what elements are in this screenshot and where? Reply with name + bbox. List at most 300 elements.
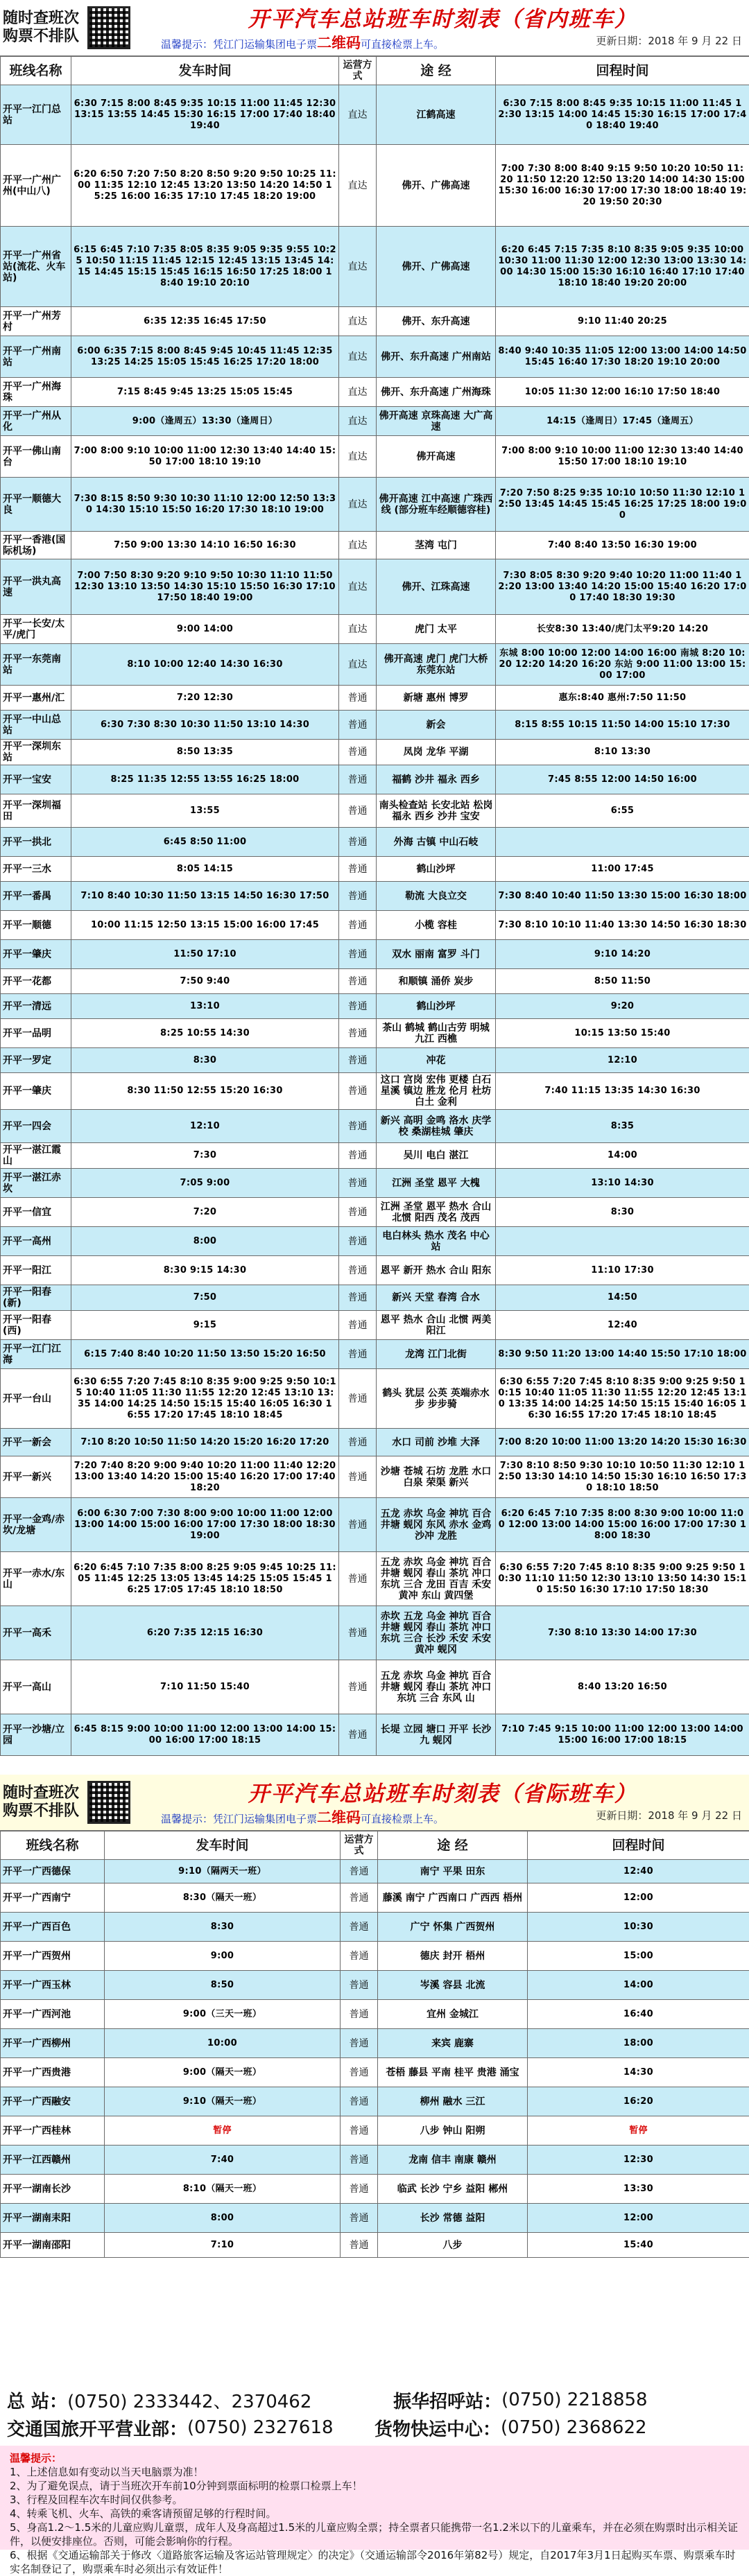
via-cell: 江洲 圣堂 恩平 热水 合山 北惯 阳西 茂名 茂西 <box>377 1198 496 1227</box>
table-row <box>1 1552 749 1606</box>
table-row <box>1 1660 749 1714</box>
departure-times-cell: 6:15 7:40 8:40 10:20 11:50 13:50 15:20 16:50 <box>71 1340 339 1369</box>
via-cell: 双水 丽南 富罗 斗门 <box>377 940 496 969</box>
departure-times-cell: 9:10（隔天一班） <box>105 2087 341 2116</box>
return-times-cell: 15:00 <box>528 1942 749 1971</box>
table-row <box>1 1860 749 1883</box>
contact-row-1 <box>0 2386 749 2414</box>
return-times-cell: 8:35 <box>496 1110 749 1143</box>
via-cell: 佛开高速 <box>377 436 496 478</box>
side-line-1: 随时查班次 <box>3 1784 79 1802</box>
mode-cell: 普通 <box>339 1340 377 1369</box>
return-times-cell: 7:20 7:50 8:25 9:35 10:10 10:50 11:30 12:10 12:50 13:45 14:45 15:45 16:25 17:25 18:00 19:00 <box>496 478 749 532</box>
departure-times-cell: 8:25 11:35 12:55 13:55 16:25 18:00 <box>71 765 339 794</box>
mode-cell: 普通 <box>339 740 377 765</box>
return-times-cell: 7:00 8:20 10:00 11:00 13:20 14:20 15:30 16:30 <box>496 1429 749 1456</box>
route-name-cell: 开平一赤水/东山 <box>1 1552 71 1606</box>
mode-cell: 普通 <box>341 2146 378 2175</box>
hire-label: 振华招呼站： <box>393 2387 501 2413</box>
mode-cell: 普通 <box>339 1311 377 1340</box>
mode-cell: 普通 <box>341 2116 378 2146</box>
table-row <box>1 1942 749 1971</box>
departure-times-cell: 7:20 7:40 8:20 9:00 9:40 10:20 11:00 11:40 12:20 13:00 13:40 14:20 15:00 15:40 16:20 17:00 17:40 18:20 <box>71 1456 339 1498</box>
mode-cell: 普通 <box>341 2029 378 2058</box>
departure-times-cell: 11:50 17:10 <box>71 940 339 969</box>
mode-cell: 普通 <box>339 1285 377 1311</box>
departure-times-cell: 10:00 <box>105 2029 341 2058</box>
route-name-cell: 开平一金鸡/赤坎/龙塘 <box>1 1498 71 1552</box>
table-row <box>1 145 749 227</box>
via-cell: 南宁 平果 田东 <box>378 1860 528 1883</box>
mode-cell: 普通 <box>341 2204 378 2233</box>
interprovincial-rows <box>1 1860 749 2258</box>
via-cell: 龙湾 江门北街 <box>377 1340 496 1369</box>
route-name-cell: 开平一湖南长沙 <box>1 2175 105 2204</box>
via-cell: 佛开、江珠高速 <box>377 559 496 615</box>
mode-cell: 普通 <box>339 940 377 969</box>
route-name-cell: 开平一肇庆 <box>1 1073 71 1110</box>
route-name-cell: 开平一东莞南站 <box>1 644 71 686</box>
hire-phone: (0750) 2218858 <box>501 2390 648 2410</box>
mode-cell: 普通 <box>339 711 377 740</box>
departure-times-cell: 8:50 <box>105 1971 341 2000</box>
route-name-cell: 开平一沙塘/立园 <box>1 1714 71 1756</box>
mode-cell: 直达 <box>339 227 377 307</box>
route-name-cell: 开平一肇庆 <box>1 940 71 969</box>
hint-suffix: 可直接检票上车。 <box>361 38 444 51</box>
departure-times-cell: 7:00 7:50 8:30 9:20 9:10 9:50 10:30 11:10 11:50 12:30 13:10 13:50 14:30 15:10 15:50 16:30 17:10 17:50 18:40 19:00 <box>71 559 339 615</box>
side-line-1: 随时查班次 <box>3 10 79 27</box>
note-item: 1、上述信息如有变动以当天电脑票为准！ <box>10 2465 739 2479</box>
mode-cell: 普通 <box>341 2058 378 2087</box>
mode-cell: 直达 <box>339 559 377 615</box>
route-name-cell: 开平一湖南耒阳 <box>1 2204 105 2233</box>
mode-cell: 普通 <box>339 911 377 940</box>
mode-cell: 普通 <box>339 1498 377 1552</box>
via-cell: 和顺镇 涌侨 炭步 <box>377 969 496 994</box>
route-name-cell: 开平一深圳东站 <box>1 740 71 765</box>
via-cell: 龙南 信丰 南康 赣州 <box>378 2146 528 2175</box>
mode-cell: 普通 <box>341 2233 378 2258</box>
table-row <box>1 1048 749 1073</box>
return-times-cell: 16:40 <box>528 2000 749 2029</box>
table-row <box>1 532 749 559</box>
mode-cell: 普通 <box>339 1606 377 1660</box>
route-name-cell: 开平一湛江霞山 <box>1 1143 71 1169</box>
table-row <box>1 686 749 711</box>
mode-cell: 直达 <box>339 478 377 532</box>
via-cell: 电白林头 热水 茂名 中心站 <box>377 1227 496 1256</box>
title-box <box>136 0 749 55</box>
note-item: 6、根据《交通运输部关于修改〈道路旅客运输及客运站管理规定〉的决定》（交通运输部令2016年第82号）规定，自2017年3月1日起购买车票、购票乘车时实名制登记了，购票乘车时必须出示有效证件！ <box>10 2548 739 2576</box>
note-item: 5、身高1.2～1.5米的儿童应购儿童票，成年人及身高超过1.5米的儿童应购全票；持全票者只能携带一名1.2米以下的儿童乘车，并在必须在购票时出示相关证件，以便安排座位。否则，可能会影响你的行程。 <box>10 2521 739 2548</box>
via-cell: 长沙 常德 益阳 <box>378 2204 528 2233</box>
hint-big: 二维码 <box>317 35 361 51</box>
table-row <box>1 2204 749 2233</box>
route-name-cell: 开平一顺德大良 <box>1 478 71 532</box>
return-times-cell: 12:40 <box>496 1311 749 1340</box>
route-name-cell: 开平一四会 <box>1 1110 71 1143</box>
side-line-2: 购票不排队 <box>3 28 79 45</box>
route-name-cell: 开平一洪丸高速 <box>1 559 71 615</box>
via-cell: 冲花 <box>377 1048 496 1073</box>
table-row <box>1 740 749 765</box>
mode-cell: 普通 <box>339 1110 377 1143</box>
via-cell: 柳州 融水 三江 <box>378 2087 528 2116</box>
via-cell: 五龙 赤坎 乌金 神坑 百合 井塘 蚬冈 春山 茶坑 冲口 东坑 三合 东风 山 <box>377 1660 496 1714</box>
table-row <box>1 644 749 686</box>
route-name-cell: 开平一湛江赤坎 <box>1 1169 71 1198</box>
table-row <box>1 828 749 857</box>
departure-times-cell: 7:10 8:40 10:30 11:50 13:15 14:50 16:30 17:50 <box>71 882 339 911</box>
table-row <box>1 1456 749 1498</box>
departure-times-cell: 7:20 <box>71 1198 339 1227</box>
header-mode: 运营方式 <box>339 57 377 85</box>
departure-times-cell: 7:30 8:15 8:50 9:30 10:30 11:10 12:00 12:50 13:30 14:30 15:10 15:50 16:20 17:30 18:10 19:00 <box>71 478 339 532</box>
departure-times-cell: 7:00 8:00 9:10 10:00 11:00 12:30 13:40 14:40 15:50 17:00 18:10 19:10 <box>71 436 339 478</box>
table-row <box>1 1913 749 1942</box>
departure-times-cell: 7:50 9:00 13:30 14:10 16:50 16:30 <box>71 532 339 559</box>
return-times-cell: 14:50 <box>496 1285 749 1311</box>
table-row <box>1 765 749 794</box>
return-times-cell: 7:30 8:40 10:40 11:50 13:30 15:00 16:30 18:00 <box>496 882 749 911</box>
route-name-cell: 开平一三水 <box>1 857 71 882</box>
departure-times-cell: 8:30（隔天一班） <box>105 1883 341 1913</box>
route-name-cell: 开平一广州从化 <box>1 407 71 436</box>
route-name-cell: 开平一新会 <box>1 1429 71 1456</box>
hint-text-2 <box>161 1807 444 1827</box>
departure-times-cell: 6:00 6:30 7:00 7:30 8:00 9:00 10:00 11:00 12:00 13:00 14:00 15:00 16:00 17:00 17:30 18:00 18:30 19:00 <box>71 1498 339 1552</box>
return-times-cell: 11:10 17:30 <box>496 1256 749 1285</box>
via-cell: 来宾 鹿寨 <box>378 2029 528 2058</box>
return-times-cell: 8:50 11:50 <box>496 969 749 994</box>
departure-times-cell: 9:15 <box>71 1311 339 1340</box>
mode-cell: 普通 <box>339 1429 377 1456</box>
route-name-cell: 开平一拱北 <box>1 828 71 857</box>
departure-times-cell: 6:00 6:35 7:15 8:00 8:45 9:45 10:45 11:45 12:35 13:25 14:25 15:05 15:45 16:25 17:20 18:00 <box>71 336 339 378</box>
mode-cell: 直达 <box>339 407 377 436</box>
departure-times-cell: 8:30 9:15 14:30 <box>71 1256 339 1285</box>
departure-times-cell: 7:40 <box>105 2146 341 2175</box>
branch-phone: (0750) 2327618 <box>187 2417 374 2438</box>
return-times-cell: 8:40 13:20 16:50 <box>496 1660 749 1714</box>
table-row <box>1 227 749 307</box>
table-row <box>1 378 749 407</box>
return-times-cell: 8:30 <box>496 1198 749 1227</box>
table-row <box>1 911 749 940</box>
table-row <box>1 1311 749 1340</box>
table-row <box>1 1143 749 1169</box>
mode-cell: 普通 <box>339 1660 377 1714</box>
hint-big: 二维码 <box>317 1809 361 1826</box>
route-name-cell: 开平一高山 <box>1 1660 71 1714</box>
via-cell: 南头检查站 长安北站 松岗 福永 西乡 沙井 宝安 <box>377 794 496 828</box>
route-name-cell: 开平一高禾 <box>1 1606 71 1660</box>
table-row <box>1 2058 749 2087</box>
departure-times-cell: 7:10 11:50 15:40 <box>71 1660 339 1714</box>
return-times-cell: 7:00 8:00 9:10 10:00 11:00 12:30 13:40 14:40 15:50 17:00 18:10 19:10 <box>496 436 749 478</box>
return-times-cell <box>496 828 749 857</box>
header-route-name: 班线名称 <box>1 57 71 85</box>
departure-times-cell: 8:10（隔天一班） <box>105 2175 341 2204</box>
table-row <box>1 407 749 436</box>
hint-suffix: 可直接检票上车。 <box>361 1813 444 1825</box>
mode-cell: 直达 <box>339 307 377 336</box>
branch-label: 交通国旅开平营业部： <box>7 2415 187 2441</box>
via-cell: 广宁 怀集 广西贺州 <box>378 1913 528 1942</box>
return-times-cell: 暂停 <box>528 2116 749 2146</box>
table-row <box>1 1110 749 1143</box>
via-cell: 福鹤 沙井 福永 西乡 <box>377 765 496 794</box>
route-name-cell: 开平一江门总站 <box>1 85 71 145</box>
table-row <box>1 336 749 378</box>
departure-times-cell: 6:30 7:30 8:30 10:30 11:50 13:10 14:30 <box>71 711 339 740</box>
via-cell: 苍梧 藤县 平南 桂平 贵港 涌宝 <box>378 2058 528 2087</box>
qr-code-icon[interactable] <box>87 1781 130 1824</box>
return-times-cell: 6:20 6:45 7:10 7:35 8:00 8:30 9:00 10:00 11:00 12:00 13:00 14:00 15:00 16:00 17:00 17:30 18:00 18:30 <box>496 1498 749 1552</box>
mode-cell: 普通 <box>339 1227 377 1256</box>
table-row <box>1 1369 749 1429</box>
header-return: 回程时间 <box>496 57 749 85</box>
via-cell: 恩平 热水 合山 北惯 两美 阳江 <box>377 1311 496 1340</box>
route-name-cell: 开平一清远 <box>1 994 71 1019</box>
route-name-cell: 开平一广西河池 <box>1 2000 105 2029</box>
notes-title: 温馨提示： <box>10 2451 739 2465</box>
mode-cell: 普通 <box>339 882 377 911</box>
mode-cell: 直达 <box>339 336 377 378</box>
table-row <box>1 794 749 828</box>
departure-times-cell: 8:05 14:15 <box>71 857 339 882</box>
via-cell: 新塘 惠州 博罗 <box>377 686 496 711</box>
via-cell: 八步 钟山 阳朔 <box>378 2116 528 2146</box>
via-cell: 五龙 赤坎 乌金 神坑 百合 井塘 蚬冈 东风 赤水 金鸡 沙冲 龙胜 <box>377 1498 496 1552</box>
via-cell: 临武 长沙 宁乡 益阳 郴州 <box>378 2175 528 2204</box>
return-times-cell: 7:30 8:10 10:10 11:40 13:30 14:50 16:30 18:30 <box>496 911 749 940</box>
mode-cell: 普通 <box>339 1019 377 1048</box>
via-cell: 茎湾 屯门 <box>377 532 496 559</box>
route-name-cell: 开平一香港(国际机场) <box>1 532 71 559</box>
table-row <box>1 2087 749 2116</box>
route-name-cell: 开平一惠州/汇 <box>1 686 71 711</box>
return-times-cell: 10:15 13:50 15:40 <box>496 1019 749 1048</box>
mode-cell: 直达 <box>339 644 377 686</box>
route-name-cell: 开平一广州广州(中山八) <box>1 145 71 227</box>
departure-times-cell: 13:55 <box>71 794 339 828</box>
route-name-cell: 开平一阳春(西) <box>1 1311 71 1340</box>
return-times-cell: 6:20 6:45 7:15 7:35 8:10 8:35 9:05 9:35 10:00 10:30 11:00 11:30 12:00 12:30 13:00 13:30 14:00 14:30 15:00 15:30 16:10 16:40 17:10 17:40 18:10 18:40 19:20 20:00 <box>496 227 749 307</box>
table-row <box>1 2000 749 2029</box>
table-row <box>1 1227 749 1256</box>
via-cell: 恩平 新开 热水 合山 阳东 <box>377 1256 496 1285</box>
return-times-cell <box>496 1227 749 1256</box>
return-times-cell: 7:45 8:55 12:00 14:50 16:00 <box>496 765 749 794</box>
return-times-cell: 14:00 <box>496 1143 749 1169</box>
departure-times-cell: 6:15 6:45 7:10 7:35 8:05 8:35 9:05 9:35 9:55 10:25 10:50 11:15 11:45 12:15 12:45 13:15 13:45 14:15 14:45 15:15 15:45 16:15 16:50 17:25 18:00 18:40 19:10 20:10 <box>71 227 339 307</box>
departure-times-cell: 9:00（三天一班） <box>105 2000 341 2029</box>
route-name-cell: 开平一广西南宁 <box>1 1883 105 1913</box>
departure-times-cell: 6:20 6:50 7:20 7:50 8:20 8:50 9:20 9:50 10:25 11:00 11:35 12:10 12:45 13:20 13:50 14:20 14:50 15:25 16:00 16:35 17:10 17:45 18:20 19:00 <box>71 145 339 227</box>
route-name-cell: 开平一广西桂林 <box>1 2116 105 2146</box>
header-route-name: 班线名称 <box>1 1831 105 1860</box>
via-cell: 沙塘 苍城 石坊 龙胜 水口 白泉 荣渠 新兴 <box>377 1456 496 1498</box>
title-box-2 <box>136 1775 749 1830</box>
via-cell: 佛开、东升高速 广州海珠 <box>377 378 496 407</box>
table-row <box>1 1019 749 1048</box>
via-cell: 佛开、东升高速 <box>377 307 496 336</box>
return-times-cell: 8:10 13:30 <box>496 740 749 765</box>
via-cell: 新兴 天堂 春湾 合水 <box>377 1285 496 1311</box>
departure-times-cell: 6:35 12:35 16:45 17:50 <box>71 307 339 336</box>
mode-cell: 普通 <box>341 2087 378 2116</box>
route-name-cell: 开平一台山 <box>1 1369 71 1429</box>
departure-times-cell: 8:30 <box>105 1913 341 1942</box>
side-slogan <box>0 0 82 55</box>
route-name-cell: 开平一广西玉林 <box>1 1971 105 2000</box>
via-cell: 虎门 太平 <box>377 615 496 644</box>
return-times-cell: 7:40 11:15 13:35 14:30 16:30 <box>496 1073 749 1110</box>
header-via: 途 经 <box>377 57 496 85</box>
departure-times-cell: 暂停 <box>105 2116 341 2146</box>
departure-times-cell: 6:20 6:45 7:10 7:35 8:00 8:25 9:05 9:45 10:25 11:05 11:45 12:25 13:05 13:45 14:25 15:05 15:45 16:25 17:05 17:45 18:10 18:50 <box>71 1552 339 1606</box>
mode-cell: 普通 <box>341 1860 378 1883</box>
interprovincial-sheet <box>0 1775 749 2258</box>
table-row <box>1 940 749 969</box>
side-line-2: 购票不排队 <box>3 1802 79 1820</box>
departure-times-cell: 7:50 9:40 <box>71 969 339 994</box>
return-times-cell: 8:40 9:40 10:35 11:05 12:00 13:00 14:00 14:50 15:45 16:40 17:30 18:20 19:10 20:00 <box>496 336 749 378</box>
return-times-cell: 13:10 14:30 <box>496 1169 749 1198</box>
mode-cell: 普通 <box>339 828 377 857</box>
via-cell: 吴川 电白 湛江 <box>377 1143 496 1169</box>
route-name-cell: 开平一花都 <box>1 969 71 994</box>
mode-cell: 普通 <box>339 1048 377 1073</box>
return-times-cell: 9:10 11:40 20:25 <box>496 307 749 336</box>
departure-times-cell: 7:15 8:45 9:45 13:25 15:05 15:45 <box>71 378 339 407</box>
provincial-rows <box>1 85 749 1756</box>
return-times-cell: 6:30 6:55 7:20 7:45 8:10 8:35 9:00 9:25 9:50 10:15 10:40 11:05 11:30 11:55 12:20 12:45 13:10 13:35 14:00 14:25 14:50 15:15 15:40 16:05 16:30 16:55 17:20 17:45 18:10 18:45 <box>496 1369 749 1429</box>
header-departure: 发车时间 <box>71 57 339 85</box>
provincial-schedule-table <box>0 56 749 1756</box>
note-item: 4、转乘飞机、火车、高铁的乘客请预留足够的行程时间。 <box>10 2507 739 2521</box>
page-title: 开平汽车总站班车时刻表（省内班车） <box>136 1 749 33</box>
via-cell: 鹤山沙坪 <box>377 857 496 882</box>
via-cell: 藤溪 南宁 广西南口 广西西 梧州 <box>378 1883 528 1913</box>
mode-cell: 直达 <box>339 532 377 559</box>
route-name-cell: 开平一长安/太平/虎门 <box>1 615 71 644</box>
via-cell: 小榄 容桂 <box>377 911 496 940</box>
interprovincial-banner <box>0 1775 749 1831</box>
return-times-cell: 14:15（逢周日）17:45（逢周五） <box>496 407 749 436</box>
route-name-cell: 开平一广西融安 <box>1 2087 105 2116</box>
departure-times-cell: 13:10 <box>71 994 339 1019</box>
return-times-cell: 6:30 6:55 7:20 7:45 8:10 8:35 9:00 9:25 9:50 10:30 11:10 11:50 12:30 13:10 13:50 14:30 15:10 15:50 16:30 17:10 17:50 18:30 <box>496 1552 749 1606</box>
return-times-cell: 12:40 <box>528 1860 749 1883</box>
mode-cell: 普通 <box>341 2000 378 2029</box>
via-cell: 德庆 封开 梧州 <box>378 1942 528 1971</box>
route-name-cell: 开平一江西赣州 <box>1 2146 105 2175</box>
via-cell: 宜州 金城江 <box>378 2000 528 2029</box>
header-via: 途 经 <box>378 1831 528 1860</box>
mode-cell: 普通 <box>339 1073 377 1110</box>
table-row <box>1 85 749 145</box>
return-times-cell: 6:30 7:15 8:00 8:45 9:35 10:15 11:00 11:45 12:30 13:15 14:00 14:45 15:30 16:15 17:00 17:40 18:40 19:40 <box>496 85 749 145</box>
route-name-cell: 开平一佛山南台 <box>1 436 71 478</box>
mode-cell: 普通 <box>339 686 377 711</box>
route-name-cell: 开平一广西德保 <box>1 1860 105 1883</box>
mode-cell: 普通 <box>339 969 377 994</box>
via-cell: 佛开、广佛高速 <box>377 227 496 307</box>
mode-cell: 普通 <box>341 1971 378 2000</box>
via-cell: 八步 <box>378 2233 528 2258</box>
via-cell: 外海 古镇 中山石岐 <box>377 828 496 857</box>
mode-cell: 普通 <box>341 1942 378 1971</box>
mode-cell: 普通 <box>339 1256 377 1285</box>
qr-code-icon[interactable] <box>87 6 130 49</box>
via-cell: 鹤头 犹层 公英 英端赤水步 步步骑 <box>377 1369 496 1429</box>
mode-cell: 普通 <box>339 1369 377 1429</box>
contact-row-2 <box>0 2414 749 2442</box>
departure-times-cell: 8:00 <box>105 2204 341 2233</box>
departure-times-cell: 7:10 8:20 10:50 11:50 14:20 15:20 16:20 17:20 <box>71 1429 339 1456</box>
header-return: 回程时间 <box>528 1831 749 1860</box>
table-row <box>1 711 749 740</box>
return-times-cell: 18:00 <box>528 2029 749 2058</box>
return-times-cell: 7:10 7:45 9:15 10:00 11:00 12:00 13:00 14:00 15:00 16:00 17:00 18:15 <box>496 1714 749 1756</box>
return-times-cell: 7:30 8:10 8:50 9:30 10:10 10:50 11:30 12:10 12:50 13:30 14:10 14:50 15:30 16:10 16:50 17:30 18:10 18:50 <box>496 1456 749 1498</box>
return-times-cell: 7:00 7:30 8:00 8:40 9:15 9:50 10:20 10:50 11:20 11:50 12:20 12:50 13:20 14:00 14:30 15:00 15:30 16:00 16:30 17:00 17:30 18:00 18:40 19:20 19:50 20:30 <box>496 145 749 227</box>
return-times-cell: 7:30 8:05 8:30 9:20 9:40 10:20 11:00 11:40 12:20 13:00 13:40 14:20 15:00 15:40 16:20 17:00 17:40 18:30 19:30 <box>496 559 749 615</box>
table-row <box>1 436 749 478</box>
departure-times-cell: 7:30 <box>71 1143 339 1169</box>
mode-cell: 普通 <box>339 765 377 794</box>
table-row <box>1 1498 749 1552</box>
mode-cell: 普通 <box>339 1169 377 1198</box>
mode-cell: 普通 <box>341 1913 378 1942</box>
mode-cell: 普通 <box>339 794 377 828</box>
mode-cell: 直达 <box>339 615 377 644</box>
departure-times-cell: 7:20 12:30 <box>71 686 339 711</box>
route-name-cell: 开平一广州芳村 <box>1 307 71 336</box>
return-times-cell: 16:20 <box>528 2087 749 2116</box>
departure-times-cell: 8:00 <box>71 1227 339 1256</box>
table-row <box>1 1073 749 1110</box>
mode-cell: 直达 <box>339 145 377 227</box>
route-name-cell: 开平一广西贺州 <box>1 1942 105 1971</box>
table-row <box>1 2116 749 2146</box>
table-row <box>1 1606 749 1660</box>
via-cell: 岑溪 容县 北流 <box>378 1971 528 2000</box>
mode-cell: 普通 <box>339 1714 377 1756</box>
mode-cell: 普通 <box>339 1143 377 1169</box>
table-row <box>1 857 749 882</box>
departure-times-cell: 6:30 6:55 7:20 7:45 8:10 8:35 9:00 9:25 9:50 10:15 10:40 11:05 11:30 11:55 12:20 12:45 13:10 13:35 14:00 14:25 14:50 15:15 15:40 16:05 16:30 16:55 17:20 17:45 18:10 18:45 <box>71 1369 339 1429</box>
route-name-cell: 开平一广州海珠 <box>1 378 71 407</box>
table-row <box>1 1883 749 1913</box>
mode-cell: 直达 <box>339 378 377 407</box>
departure-times-cell: 6:45 8:50 11:00 <box>71 828 339 857</box>
table-row <box>1 478 749 532</box>
return-times-cell: 11:00 17:45 <box>496 857 749 882</box>
via-cell: 江洲 圣堂 恩平 大槐 <box>377 1169 496 1198</box>
header-departure: 发车时间 <box>105 1831 341 1860</box>
route-name-cell: 开平一湖南邵阳 <box>1 2233 105 2258</box>
return-times-cell: 12:00 <box>528 2204 749 2233</box>
table-row <box>1 307 749 336</box>
hint-text <box>161 32 444 53</box>
departure-times-cell: 7:50 <box>71 1285 339 1311</box>
route-name-cell: 开平一中山总站 <box>1 711 71 740</box>
return-times-cell: 6:55 <box>496 794 749 828</box>
